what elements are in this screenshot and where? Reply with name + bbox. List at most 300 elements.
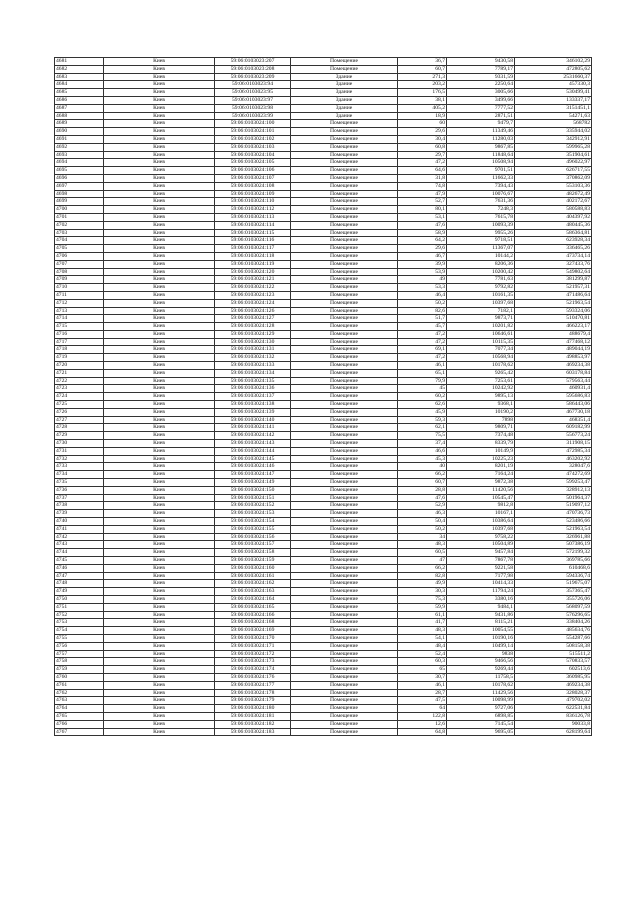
city-cell: Киев — [104, 268, 215, 276]
table-row — [55, 455, 592, 463]
cadastral-value-cell: 594336,74 — [515, 572, 592, 580]
cadastral-value-cell: 336465,26 — [515, 245, 592, 253]
cadastral-number-cell: 59:06:0103024:168 — [215, 619, 291, 627]
unit-value-cell: 7077,34 — [447, 346, 515, 354]
cadastral-value-cell: 381299,87 — [515, 276, 592, 284]
cadastral-number-cell: 59:06:0103024:101 — [215, 128, 291, 136]
area-cell: 52,9 — [398, 502, 447, 510]
city-cell: Киев — [104, 440, 215, 448]
cadastral-number-cell: 59:06:0103024:154 — [215, 518, 291, 526]
city-cell: Киев — [104, 401, 215, 409]
city-cell: Киев — [104, 291, 215, 299]
cadastral-number-cell: 59:06:0103024:134 — [215, 369, 291, 377]
table-row — [55, 135, 592, 143]
object-type-cell: Помещение — [291, 330, 398, 338]
area-cell: 64,8 — [398, 728, 447, 736]
row-number-cell: 4743 — [55, 541, 104, 549]
row-number-cell: 4698 — [55, 190, 104, 198]
unit-value-cell: 11420,56 — [447, 486, 515, 494]
row-number-cell: 4717 — [55, 338, 104, 346]
table-row — [55, 96, 592, 104]
table-row — [55, 588, 592, 596]
table-row — [55, 673, 592, 681]
table-row — [55, 549, 592, 557]
cadastral-value-cell: 576296,65 — [515, 611, 592, 619]
area-cell: 47,2 — [398, 338, 447, 346]
area-cell: 30,3 — [398, 588, 447, 596]
area-cell: 52,4 — [398, 650, 447, 658]
row-number-cell: 4699 — [55, 198, 104, 206]
table-row — [55, 229, 592, 237]
cadastral-number-cell: 59:06:0103024:120 — [215, 268, 291, 276]
city-cell: Киев — [104, 541, 215, 549]
cadastral-value-cell: 508158,38 — [515, 642, 592, 650]
object-type-cell: Помещение — [291, 673, 398, 681]
row-number-cell: 4752 — [55, 611, 104, 619]
object-type-cell: Помещение — [291, 291, 398, 299]
area-cell: 47 — [398, 557, 447, 565]
table-row — [55, 525, 592, 533]
unit-value-cell: 7615,78 — [447, 213, 515, 221]
unit-value-cell: 9466,56 — [447, 658, 515, 666]
unit-value-cell: 7177,98 — [447, 572, 515, 580]
row-number-cell: 4724 — [55, 393, 104, 401]
cadastral-value-cell: 622531,84 — [515, 705, 592, 713]
object-type-cell: Помещение — [291, 549, 398, 557]
row-number-cell: 4729 — [55, 432, 104, 440]
city-cell: Киев — [104, 486, 215, 494]
row-number-cell: 4737 — [55, 494, 104, 502]
object-type-cell: Помещение — [291, 354, 398, 362]
unit-value-cell: 11429,56 — [447, 689, 515, 697]
cadastral-value-cell: 328912,13 — [515, 486, 592, 494]
table-row — [55, 447, 592, 455]
city-cell: Киев — [104, 424, 215, 432]
table-row — [55, 120, 592, 128]
cadastral-value-cell: 473734,14 — [515, 252, 592, 260]
cadastral-number-cell: 59:06:0103024:114 — [215, 221, 291, 229]
area-cell: 49 — [398, 276, 447, 284]
object-type-cell: Помещение — [291, 408, 398, 416]
area-cell: 38,1 — [398, 96, 447, 104]
row-number-cell: 4713 — [55, 307, 104, 315]
cadastral-number-cell: 59:06:0103024:102 — [215, 135, 291, 143]
cadastral-number-cell: 59:06:0103024:122 — [215, 284, 291, 292]
row-number-cell: 4692 — [55, 143, 104, 151]
object-type-cell: Помещение — [291, 135, 398, 143]
city-cell: Киев — [104, 416, 215, 424]
area-cell: 66,2 — [398, 564, 447, 572]
cadastral-number-cell: 59:06:0103024:164 — [215, 595, 291, 603]
unit-value-cell: 9479,7 — [447, 120, 515, 128]
row-number-cell: 4684 — [55, 81, 104, 89]
cadastral-number-cell: 59:06:0103024:116 — [215, 237, 291, 245]
city-cell: Киев — [104, 479, 215, 487]
city-cell: Киев — [104, 447, 215, 455]
area-cell: 47,9 — [398, 190, 447, 198]
cadastral-number-cell: 59:06:0103024:171 — [215, 642, 291, 650]
unit-value-cell: 10504,89 — [447, 541, 515, 549]
table-row — [55, 260, 592, 268]
cadastral-value-cell: 357365,47 — [515, 588, 592, 596]
row-number-cell: 4735 — [55, 479, 104, 487]
table-row — [55, 627, 592, 635]
unit-value-cell: 9792,82 — [447, 284, 515, 292]
row-number-cell: 4714 — [55, 315, 104, 323]
cadastral-number-cell: 59:06:0103024:130 — [215, 338, 291, 346]
cadastral-value-cell: 626717,55 — [515, 167, 592, 175]
cadastral-number-cell: 59:06:0103024:151 — [215, 494, 291, 502]
table-row — [55, 182, 592, 190]
cadastral-number-cell: 59:06:0103023:99 — [215, 112, 291, 120]
table-row — [55, 580, 592, 588]
table-row — [55, 619, 592, 627]
city-cell: Киев — [104, 463, 215, 471]
city-cell: Киев — [104, 338, 215, 346]
cadastral-number-cell: 59:06:0103024:147 — [215, 471, 291, 479]
unit-value-cell: 3499,66 — [447, 96, 515, 104]
table-row — [55, 284, 592, 292]
cadastral-value-cell: 369785,66 — [515, 557, 592, 565]
area-cell: 74,8 — [398, 182, 447, 190]
city-cell: Киев — [104, 369, 215, 377]
row-number-cell: 4745 — [55, 557, 104, 565]
row-number-cell: 4765 — [55, 712, 104, 720]
cadastral-number-cell: 59:06:0103024:174 — [215, 666, 291, 674]
cadastral-value-cell: 579563,44 — [515, 377, 592, 385]
cadastral-number-cell: 59:06:0103024:153 — [215, 510, 291, 518]
cadastral-number-cell: 59:06:0103024:128 — [215, 323, 291, 331]
unit-value-cell: 10178,62 — [447, 681, 515, 689]
row-number-cell: 4753 — [55, 619, 104, 627]
cadastral-value-cell: 572199,32 — [515, 549, 592, 557]
cadastral-number-cell: 59:06:0103024:117 — [215, 245, 291, 253]
area-cell: 59,9 — [398, 603, 447, 611]
cadastral-number-cell: 59:06:0103023:207 — [215, 58, 291, 66]
area-cell: 62,6 — [398, 401, 447, 409]
city-cell: Киев — [104, 58, 215, 66]
object-type-cell: Помещение — [291, 151, 398, 159]
cadastral-value-cell: 610468,6 — [515, 564, 592, 572]
cadastral-value-cell: 496022,97 — [515, 159, 592, 167]
row-number-cell: 4726 — [55, 408, 104, 416]
table-row — [55, 221, 592, 229]
row-number-cell: 4681 — [55, 58, 104, 66]
cadastral-value-cell: 2531660,37 — [515, 73, 592, 81]
object-type-cell: Помещение — [291, 245, 398, 253]
unit-value-cell: 7374,48 — [447, 432, 515, 440]
object-type-cell: Помещение — [291, 720, 398, 728]
cadastral-value-cell: 3151451,1 — [515, 104, 592, 112]
unit-value-cell: 10093,39 — [447, 221, 515, 229]
cadastral-value-cell: 467730,18 — [515, 408, 592, 416]
cadastral-number-cell: 59:06:0103024:110 — [215, 198, 291, 206]
area-cell: 51,7 — [398, 315, 447, 323]
table-row — [55, 174, 592, 182]
unit-value-cell: 10190,2 — [447, 408, 515, 416]
city-cell: Киев — [104, 112, 215, 120]
table-row — [55, 494, 592, 502]
row-number-cell: 4720 — [55, 362, 104, 370]
cadastral-value-cell: 54271,63 — [515, 112, 592, 120]
table-row — [55, 89, 592, 97]
object-type-cell: Здание — [291, 96, 398, 104]
city-cell: Киев — [104, 720, 215, 728]
cadastral-value-cell: 519097,12 — [515, 502, 592, 510]
unit-value-cell: 10386,64 — [447, 518, 515, 526]
object-type-cell: Помещение — [291, 198, 398, 206]
table-row — [55, 73, 592, 81]
object-type-cell: Помещение — [291, 619, 398, 627]
city-cell: Киев — [104, 564, 215, 572]
row-number-cell: 4685 — [55, 89, 104, 97]
unit-value-cell: 10499,14 — [447, 642, 515, 650]
object-type-cell: Помещение — [291, 252, 398, 260]
object-type-cell: Помещение — [291, 440, 398, 448]
row-number-cell: 4696 — [55, 174, 104, 182]
object-type-cell: Помещение — [291, 401, 398, 409]
city-cell: Киев — [104, 549, 215, 557]
object-type-cell: Помещение — [291, 595, 398, 603]
city-cell: Киев — [104, 128, 215, 136]
area-cell: 79,9 — [398, 377, 447, 385]
row-number-cell: 4704 — [55, 237, 104, 245]
cadastral-value-cell: 515511,2 — [515, 650, 592, 658]
row-number-cell: 4712 — [55, 299, 104, 307]
row-number-cell: 4695 — [55, 167, 104, 175]
cadastral-value-cell: 479702,02 — [515, 697, 592, 705]
table-row — [55, 104, 592, 112]
table-row — [55, 595, 592, 603]
row-number-cell: 4766 — [55, 720, 104, 728]
area-cell: 53,3 — [398, 284, 447, 292]
table-row — [55, 307, 592, 315]
object-type-cell: Помещение — [291, 221, 398, 229]
city-cell: Киев — [104, 533, 215, 541]
cadastral-number-cell: 59:06:0103023:209 — [215, 73, 291, 81]
cadastral-value-cell: 327433,76 — [515, 260, 592, 268]
city-cell: Киев — [104, 120, 215, 128]
cadastral-number-cell: 59:06:0103024:126 — [215, 307, 291, 315]
table-row — [55, 479, 592, 487]
unit-value-cell: 9695,05 — [447, 728, 515, 736]
unit-value-cell: 10201,82 — [447, 323, 515, 331]
area-cell: 37,4 — [398, 440, 447, 448]
cadastral-number-cell: 59:06:0103024:152 — [215, 502, 291, 510]
city-cell: Киев — [104, 673, 215, 681]
area-cell: 82,6 — [398, 307, 447, 315]
table-row — [55, 112, 592, 120]
cadastral-value-cell: 474272,69 — [515, 471, 592, 479]
city-cell: Киев — [104, 104, 215, 112]
table-row — [55, 564, 592, 572]
unit-value-cell: 9701,51 — [447, 167, 515, 175]
area-cell: 39,9 — [398, 260, 447, 268]
area-cell: 45,3 — [398, 455, 447, 463]
table-row — [55, 252, 592, 260]
city-cell: Киев — [104, 174, 215, 182]
city-cell: Киев — [104, 96, 215, 104]
city-cell: Киев — [104, 151, 215, 159]
cadastral-value-cell: 90033,8 — [515, 720, 592, 728]
cadastral-value-cell: 485634,76 — [515, 627, 592, 635]
object-type-cell: Помещение — [291, 564, 398, 572]
area-cell: 41,7 — [398, 619, 447, 627]
area-cell: 50,4 — [398, 518, 447, 526]
object-type-cell: Помещение — [291, 182, 398, 190]
cadastral-value-cell: 623928,34 — [515, 237, 592, 245]
unit-value-cell: 7867,78 — [447, 557, 515, 565]
unit-value-cell: 10225,23 — [447, 455, 515, 463]
table-row — [55, 401, 592, 409]
object-type-cell: Помещение — [291, 728, 398, 736]
object-type-cell: Здание — [291, 112, 398, 120]
unit-value-cell: 9221,58 — [447, 564, 515, 572]
object-type-cell: Помещение — [291, 557, 398, 565]
city-cell: Киев — [104, 408, 215, 416]
cadastral-number-cell: 59:06:0103024:124 — [215, 299, 291, 307]
cadastral-number-cell: 59:06:0103024:155 — [215, 525, 291, 533]
table-row — [55, 720, 592, 728]
city-cell: Киев — [104, 627, 215, 635]
cadastral-number-cell: 59:06:0103023:97 — [215, 96, 291, 104]
row-number-cell: 4686 — [55, 96, 104, 104]
unit-value-cell: 9265,42 — [447, 369, 515, 377]
object-type-cell: Помещение — [291, 299, 398, 307]
cadastral-number-cell: 59:06:0103024:127 — [215, 315, 291, 323]
area-cell: 49,9 — [398, 580, 447, 588]
city-cell: Киев — [104, 81, 215, 89]
area-cell: 48,3 — [398, 627, 447, 635]
row-number-cell: 4682 — [55, 65, 104, 73]
cadastral-number-cell: 59:06:0103024:165 — [215, 603, 291, 611]
object-type-cell: Помещение — [291, 510, 398, 518]
cadastral-value-cell: 328028,37 — [515, 689, 592, 697]
object-type-cell: Помещение — [291, 237, 398, 245]
object-type-cell: Здание — [291, 89, 398, 97]
cadastral-value-cell: 457330,3 — [515, 81, 592, 89]
cadastral-number-cell: 59:06:0103024:157 — [215, 541, 291, 549]
table-row — [55, 276, 592, 284]
row-number-cell: 4759 — [55, 666, 104, 674]
cadastral-number-cell: 59:06:0103024:109 — [215, 190, 291, 198]
city-cell: Киев — [104, 588, 215, 596]
table-row — [55, 346, 592, 354]
table-row — [55, 198, 592, 206]
unit-value-cell: 9727,06 — [447, 705, 515, 713]
unit-value-cell: 9809,71 — [447, 424, 515, 432]
city-cell: Киев — [104, 728, 215, 736]
cadastral-number-cell: 59:06:0103024:181 — [215, 712, 291, 720]
city-cell: Киев — [104, 525, 215, 533]
cadastral-value-cell: 472985,34 — [515, 447, 592, 455]
object-type-cell: Помещение — [291, 167, 398, 175]
area-cell: 29,7 — [398, 151, 447, 159]
area-cell: 53,9 — [398, 268, 447, 276]
cadastral-value-cell: 480445,36 — [515, 221, 592, 229]
area-cell: 47,2 — [398, 330, 447, 338]
row-number-cell: 4730 — [55, 440, 104, 448]
unit-value-cell: 10200,42 — [447, 268, 515, 276]
cadastral-number-cell: 59:06:0103024:144 — [215, 447, 291, 455]
row-number-cell: 4716 — [55, 330, 104, 338]
area-cell: 36,7 — [398, 58, 447, 66]
area-cell: 64,2 — [398, 237, 447, 245]
table-row — [55, 245, 592, 253]
cadastral-value-cell: 595686,83 — [515, 393, 592, 401]
cadastral-value-cell: 133337,17 — [515, 96, 592, 104]
city-cell: Киев — [104, 346, 215, 354]
area-cell: 29,6 — [398, 128, 447, 136]
cadastral-number-cell: 59:06:0103023:98 — [215, 104, 291, 112]
table-row — [55, 603, 592, 611]
city-cell: Киев — [104, 89, 215, 97]
cadastral-value-cell: 489044,19 — [515, 346, 592, 354]
cadastral-value-cell: 523486,66 — [515, 518, 592, 526]
object-type-cell: Помещение — [291, 174, 398, 182]
row-number-cell: 4705 — [55, 245, 104, 253]
area-cell: 53,1 — [398, 213, 447, 221]
cadastral-number-cell: 59:06:0103024:133 — [215, 362, 291, 370]
table-row — [55, 393, 592, 401]
table-row — [55, 330, 592, 338]
cadastral-number-cell: 59:06:0103024:160 — [215, 564, 291, 572]
table-row — [55, 697, 592, 705]
cadastral-number-cell: 59:06:0103024:163 — [215, 588, 291, 596]
object-type-cell: Помещение — [291, 65, 398, 73]
table-row — [55, 471, 592, 479]
object-type-cell: Помещение — [291, 588, 398, 596]
table-row — [55, 463, 592, 471]
area-cell: 80,1 — [398, 206, 447, 214]
document-page — [54, 57, 590, 736]
city-cell: Киев — [104, 206, 215, 214]
object-type-cell: Помещение — [291, 260, 398, 268]
cadastral-value-cell: 510470,81 — [515, 315, 592, 323]
table-row — [55, 432, 592, 440]
cadastral-number-cell: 59:06:0103024:158 — [215, 549, 291, 557]
cadastral-value-cell: 402172,67 — [515, 198, 592, 206]
cadastral-number-cell: 59:06:0103024:131 — [215, 346, 291, 354]
row-number-cell: 4691 — [55, 135, 104, 143]
area-cell: 60,5 — [398, 549, 447, 557]
unit-value-cell: 11280,03 — [447, 135, 515, 143]
area-cell: 82,8 — [398, 572, 447, 580]
row-number-cell: 4719 — [55, 354, 104, 362]
unit-value-cell: 10568,94 — [447, 354, 515, 362]
unit-value-cell: 7781,63 — [447, 276, 515, 284]
area-cell: 45 — [398, 385, 447, 393]
row-number-cell: 4722 — [55, 377, 104, 385]
object-type-cell: Помещение — [291, 525, 398, 533]
cadastral-value-cell: 468351,4 — [515, 416, 592, 424]
city-cell: Киев — [104, 252, 215, 260]
area-cell: 75,5 — [398, 432, 447, 440]
cadastral-value-cell: 599965,28 — [515, 143, 592, 151]
row-number-cell: 4697 — [55, 182, 104, 190]
city-cell: Киев — [104, 666, 215, 674]
city-cell: Киев — [104, 518, 215, 526]
area-cell: 60,7 — [398, 65, 447, 73]
object-type-cell: Помещение — [291, 338, 398, 346]
unit-value-cell: 10178,62 — [447, 362, 515, 370]
area-cell: 75,3 — [398, 595, 447, 603]
row-number-cell: 4747 — [55, 572, 104, 580]
cadastral-number-cell: 59:06:0103024:166 — [215, 611, 291, 619]
table-row — [55, 369, 592, 377]
city-cell: Киев — [104, 385, 215, 393]
city-cell: Киев — [104, 284, 215, 292]
